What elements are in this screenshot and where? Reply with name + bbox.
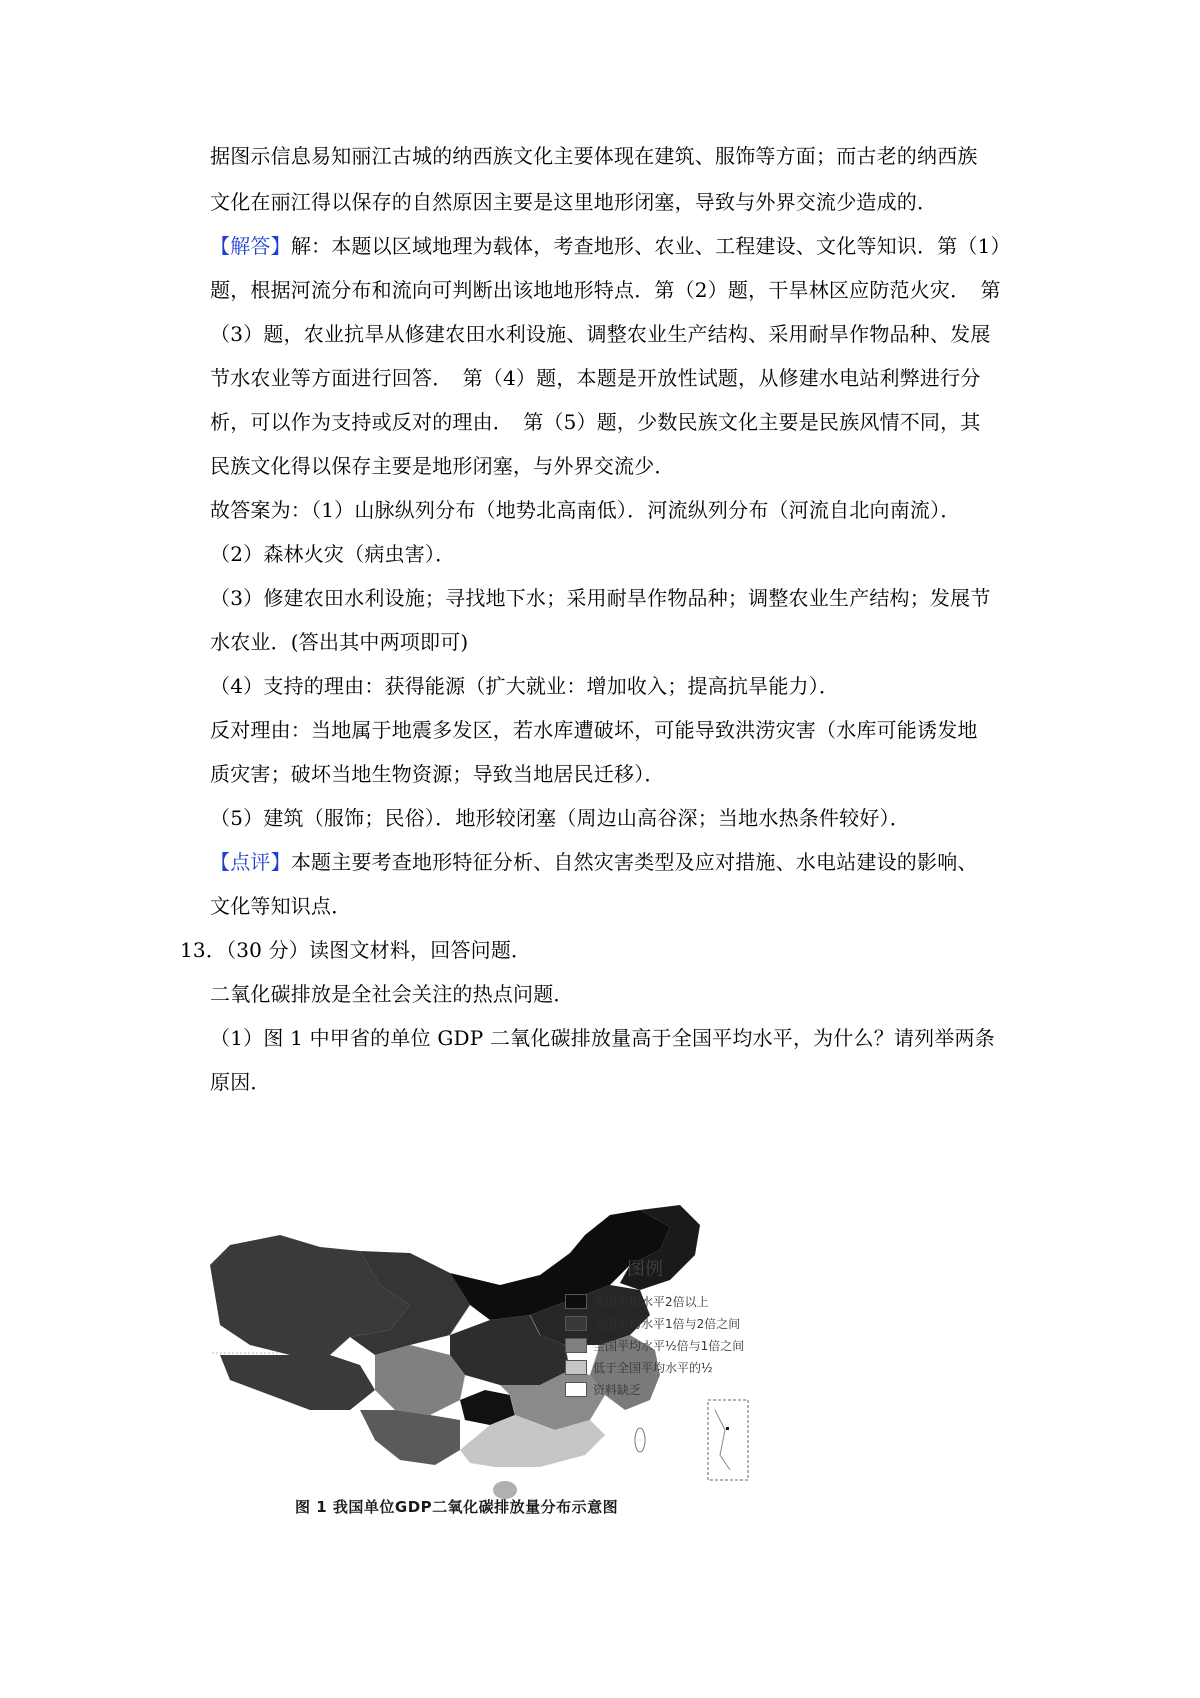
legend-swatch (565, 1338, 587, 1353)
text-line: 文化等知识点． (210, 894, 352, 918)
text-line: （1）图 1 中甲省的单位 GDP 二氧化碳排放量高于全国平均水平，为什么？请列举两条 (210, 1026, 995, 1050)
text-line: 据图示信息易知丽江古城的纳西族文化主要体现在建筑、服饰等方面；而古老的纳西族 (210, 144, 978, 168)
text-line: 原因． (210, 1070, 271, 1094)
legend-swatch (565, 1382, 587, 1397)
legend-label: 低于全国平均水平的½ (593, 1360, 713, 1375)
map-region-yunnan (360, 1410, 460, 1465)
map-region-taiwan (635, 1428, 645, 1452)
text-line: （3）修建农田水利设施；寻找地下水；采用耐旱作物品种；调整农业生产结构；发展节 (210, 586, 991, 610)
legend-swatch (565, 1360, 587, 1375)
text-line: （2）森林火灾（病虫害）． (210, 542, 456, 566)
map-region-tibet (220, 1355, 375, 1410)
text-line: 解：本题以区域地理为载体，考查地形、农业、工程建设、文化等知识．第（1） (290, 234, 1011, 258)
question-heading: 13．（30 分）读图文材料，回答问题． (180, 938, 532, 962)
comment-tag: 【点评】 (210, 850, 291, 874)
answer-paragraph-line (210, 232, 1011, 260)
text-line: 二氧化碳排放是全社会关注的热点问题． (210, 982, 574, 1006)
text-line: （3）题，农业抗旱从修建农田水利设施、调整农业生产结构、采用耐旱作物品种、发展 (210, 322, 991, 346)
legend-item (565, 1357, 805, 1377)
legend-label: 资料缺乏 (593, 1382, 642, 1397)
text-line: 故答案为：（1）山脉纵列分布（地势北高南低）．河流纵列分布（河流自北向南流）． (210, 498, 961, 522)
legend-item (565, 1379, 805, 1399)
text-line: 文化在丽江得以保存的自然原因主要是这里地形闭塞，导致与外界交流少造成的． (210, 190, 938, 214)
text-line: 水农业．(答出其中两项即可) (210, 630, 469, 654)
legend-label: 全国平均水平2倍以上 (593, 1294, 709, 1309)
answer-tag: 【解答】 (210, 234, 291, 258)
text-line: 本题主要考查地形特征分析、自然灾害类型及应对措施、水电站建设的影响、 (290, 850, 978, 874)
text-line: 质灾害；破坏当地生物资源；导致当地居民迁移）． (210, 762, 665, 786)
south-sea-inset (708, 1400, 748, 1480)
text-line: 反对理由：当地属于地震多发区，若水库遭破坏，可能导致洪涝灾害（水库可能诱发地 (210, 718, 978, 742)
text-line: 析，可以作为支持或反对的理由． 第（5）题，少数民族文化主要是民族风情不同，其 (210, 410, 981, 434)
legend-item (565, 1291, 805, 1311)
legend-label: 全国平均水平1倍与2倍之间 (593, 1316, 741, 1331)
legend-label: 全国平均水平½倍与1倍之间 (593, 1338, 745, 1353)
text-line: （4）支持的理由：获得能源（扩大就业：增加收入；提高抗旱能力）． (210, 674, 840, 698)
map-legend (565, 1255, 805, 1401)
legend-title: 图例 (627, 1259, 663, 1280)
legend-item (565, 1313, 805, 1333)
legend-swatch (565, 1316, 587, 1331)
comment-paragraph-line (210, 848, 978, 876)
text-line: 题，根据河流分布和流向可判断出该地地形特点．第（2）题，干旱林区应防范火灾． 第 (210, 278, 1001, 302)
legend-swatch (565, 1294, 587, 1309)
figure-caption: 图 1 我国单位GDP二氧化碳排放量分布示意图 (295, 1498, 619, 1516)
text-line: 民族文化得以保存主要是地形闭塞，与外界交流少． (210, 454, 675, 478)
text-line: （5）建筑（服饰；民俗）．地形较闭塞（周边山高谷深；当地水热条件较好）． (210, 806, 910, 830)
text-line: 节水农业等方面进行回答． 第（4）题，本题是开放性试题，从修建水电站利弊进行分 (210, 366, 981, 390)
legend-item (565, 1335, 805, 1355)
